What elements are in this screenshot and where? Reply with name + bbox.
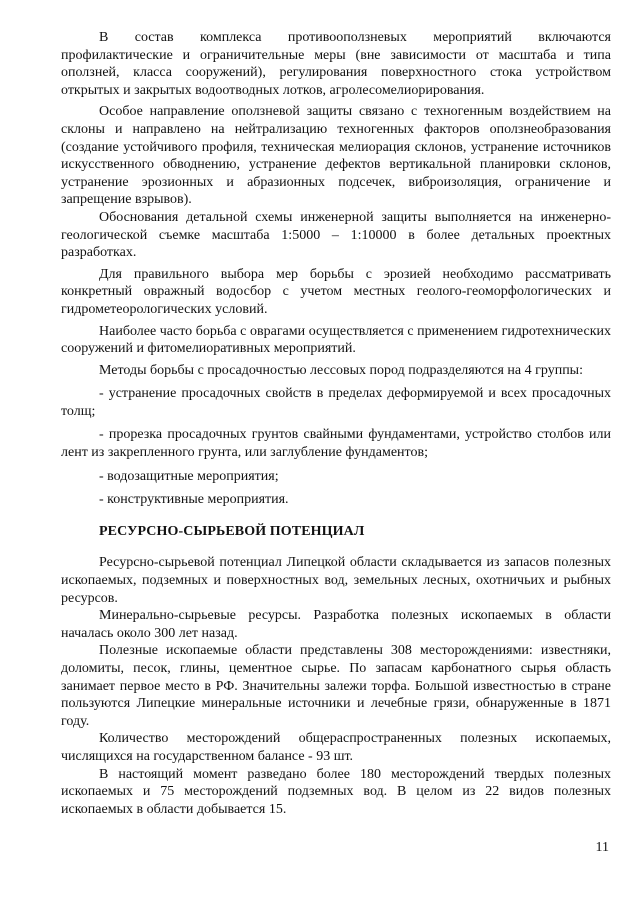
- list-item: - конструктивные мероприятия.: [99, 492, 289, 508]
- list-item: - прорезка просадочных грунтов свайными фундаментами, устройство столбов или лент из закрепленного грунта, или заглубление фундаментов;: [61, 427, 611, 461]
- paragraph-subsidence-methods: Методы борьбы с просадочностью лессовых пород подразделяются на 4 группы:: [99, 362, 583, 378]
- page-body: [61, 29, 611, 818]
- paragraph-explored-deposits: В настоящий момент разведано более 180 месторождений твердых полезных ископаемых и 75 месторождений подземных вод. В целом из 22 видов полезных ископаемых в области добывается 15.: [61, 766, 611, 817]
- paragraph-ravine-control: Наиболее часто борьба с оврагами осуществляется с применением гидротехнических сооружений и фитомелиоративных мероприятий.: [61, 323, 611, 357]
- section-heading: РЕСУРСНО-СЫРЬЕВОЙ ПОТЕНЦИАЛ: [99, 523, 365, 539]
- paragraph-engineering-scheme: Обоснования детальной схемы инженерной защиты выполняется на инженерно-геологической съемке масштаба 1:5000 – 1:10000 в более детальных проектных разработках.: [61, 209, 611, 261]
- page-number: 11: [595, 840, 609, 855]
- paragraph-erosion-control: Для правильного выбора мер борьбы с эрозией необходимо рассматривать конкретный овражный водосбор с учетом местных геолого-геоморфологических и гидрометеорологических условий.: [61, 266, 611, 317]
- list-item: - устранение просадочных свойств в пределах деформируемой и всех просадочных толщ;: [61, 386, 611, 419]
- paragraph-resource-potential: Ресурсно-сырьевой потенциал Липецкой области складывается из запасов полезных ископаемых, подземных и поверхностных вод, земельных лесных, охотничьих и рыбных ресурсов.: [61, 555, 611, 606]
- list-item: - водозащитные мероприятия;: [99, 468, 279, 484]
- paragraph-landslide-measures: В состав комплекса противооползневых мероприятий включаются профилактические и ограничительные меры (вне зависимости от масштаба и типа оползней, класса сооружений), регулирования поверхностного стока устройством открытых и закрытых водоотводных лотков, агролесомелиорирования.: [61, 30, 611, 98]
- paragraph-deposits: Полезные ископаемые области представлены 308 месторождениями: известняки, доломиты, песок, глины, цементное сырье. По запасам карбонатного сырья область занимает первое место в РФ. Значительны залежи торфа. Большой известностью в стране пользуются Липецкие минеральные источники и лечебные грязи, обнаруженные в 1871 году.: [61, 643, 611, 729]
- paragraph-technogenic-protection: Особое направление оползневой защиты связано с техногенным воздействием на склоны и направлено на нейтрализацию техногенных факторов оползнеобразования (создание устойчивого профиля, техническая мелиорация склонов, устранение источников искусственного обводнению, устранение дефектов вертикальной планировки склонов, устранение эрозионных и абразионных подсечек, виброизоляция, ограничение и запрещение взрывов).: [61, 104, 611, 208]
- paragraph-mineral-resources: Минерально-сырьевые ресурсы. Разработка полезных ископаемых в области началась около 300 лет назад.: [61, 608, 611, 641]
- paragraph-deposit-count: Количество месторождений общераспространенных полезных ископаемых, числящихся на государственном балансе - 93 шт.: [61, 731, 611, 764]
